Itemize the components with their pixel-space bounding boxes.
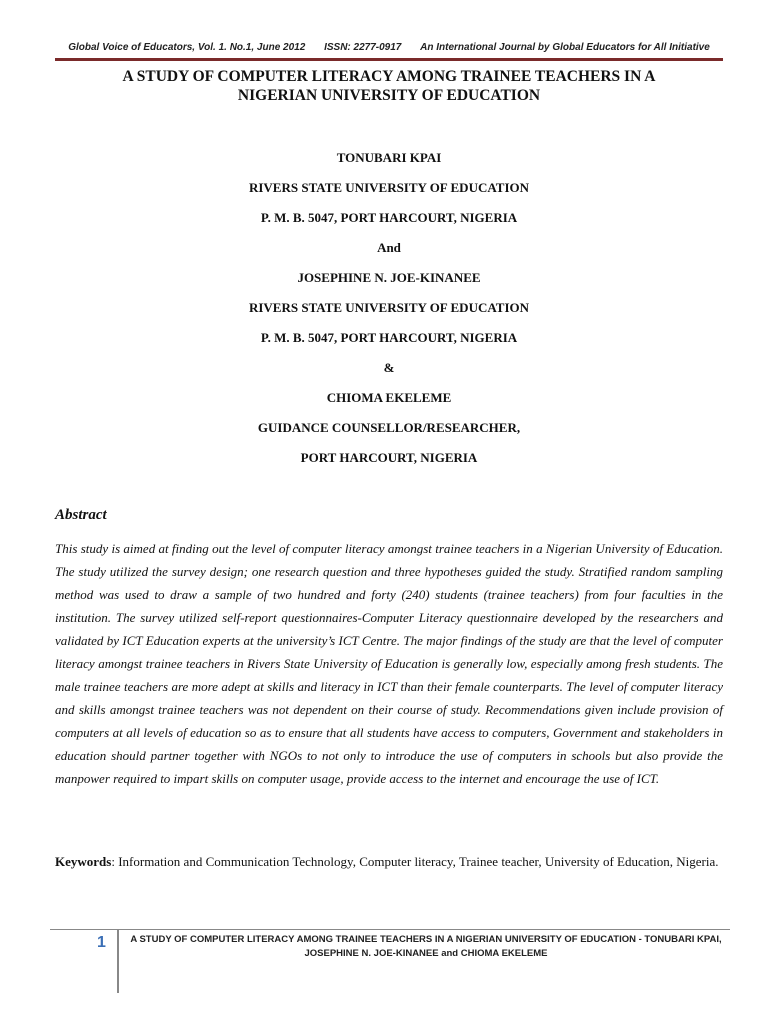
footer-divider (50, 929, 730, 930)
title-line-2: NIGERIAN UNIVERSITY OF EDUCATION (237, 87, 541, 104)
footer-vertical-divider (117, 929, 119, 993)
page-number: 1 (97, 934, 106, 951)
journal-name: Global Voice of Educators, Vol. 1. No.1, June 2012 (68, 42, 306, 53)
title-line-1: A STUDY OF COMPUTER LITERACY AMONG TRAINEE TEACHERS IN A (122, 68, 656, 85)
author-2-name: JOSEPHINE N. JOE-KINANEE (297, 270, 481, 285)
author-3-role: GUIDANCE COUNSELLOR/RESEARCHER, (257, 420, 521, 435)
keywords-list: : Information and Communication Technology, Computer literacy, Trainee teacher, University of Education, Nigeria. (111, 854, 719, 869)
author-separator: & (383, 360, 395, 375)
keywords-label: Keywords (55, 854, 112, 869)
abstract-body: This study is aimed at finding out the level of computer literacy amongst trainee teachers in a Nigerian University of Education. The study utilized the survey design; one research question and three hypotheses guided the study. Stratified random sampling method was used to draw a sample of two hundred and forty (240) students (trainee teachers) from four faculties in the institution. The survey utilized self-report questionnaires-Computer Literacy questionnaire developed by the researchers and validated by ICT Education experts at the university’s ICT Centre. The major findings of the study are that the level of computer literacy amongst trainee teachers in Rivers State University of Education is generally low, especially among fresh students. The male trainee teachers are more adept at skills and literacy in ICT than their female counterparts. The level of computer literacy and skills amongst trainee teachers was not dependent on their course of study. Recommendations given include provision of computers at all levels of education so as to ensure that all students have access to computers, Government and stakeholders in education should partner together with NGOs to not only to introduce the use of computers in schools but also provide the manpower required to impart skills on computer usage, provide access to the internet and encourage the use of ICT. (55, 541, 723, 786)
author-block (55, 148, 723, 478)
keywords-paragraph (55, 850, 723, 873)
paper-title (55, 67, 723, 105)
journal-tagline: An International Journal by Global Educators for All Initiative (420, 42, 710, 53)
author-1-address: P. M. B. 5047, PORT HARCOURT, NIGERIA (260, 210, 518, 225)
abstract-heading: Abstract (55, 507, 107, 523)
running-footer: A STUDY OF COMPUTER LITERACY AMONG TRAINEE TEACHERS IN A NIGERIAN UNIVERSITY OF EDUCATION - TONUBARI KPAI, JOSEPHINE N. JOE-KINANEE and CHIOMA EKELEME (130, 934, 722, 959)
author-3-address: PORT HARCOURT, NIGERIA (300, 450, 478, 465)
issn: ISSN: 2277-0917 (324, 42, 402, 53)
author-1-affiliation: RIVERS STATE UNIVERSITY OF EDUCATION (248, 180, 530, 195)
author-separator: And (377, 240, 401, 255)
running-header (55, 42, 723, 53)
author-3-name: CHIOMA EKELEME (326, 390, 452, 405)
author-2-affiliation: RIVERS STATE UNIVERSITY OF EDUCATION (248, 300, 530, 315)
header-divider (55, 58, 723, 61)
author-2-address: P. M. B. 5047, PORT HARCOURT, NIGERIA (260, 330, 518, 345)
author-1-name: TONUBARI KPAI (336, 150, 442, 165)
